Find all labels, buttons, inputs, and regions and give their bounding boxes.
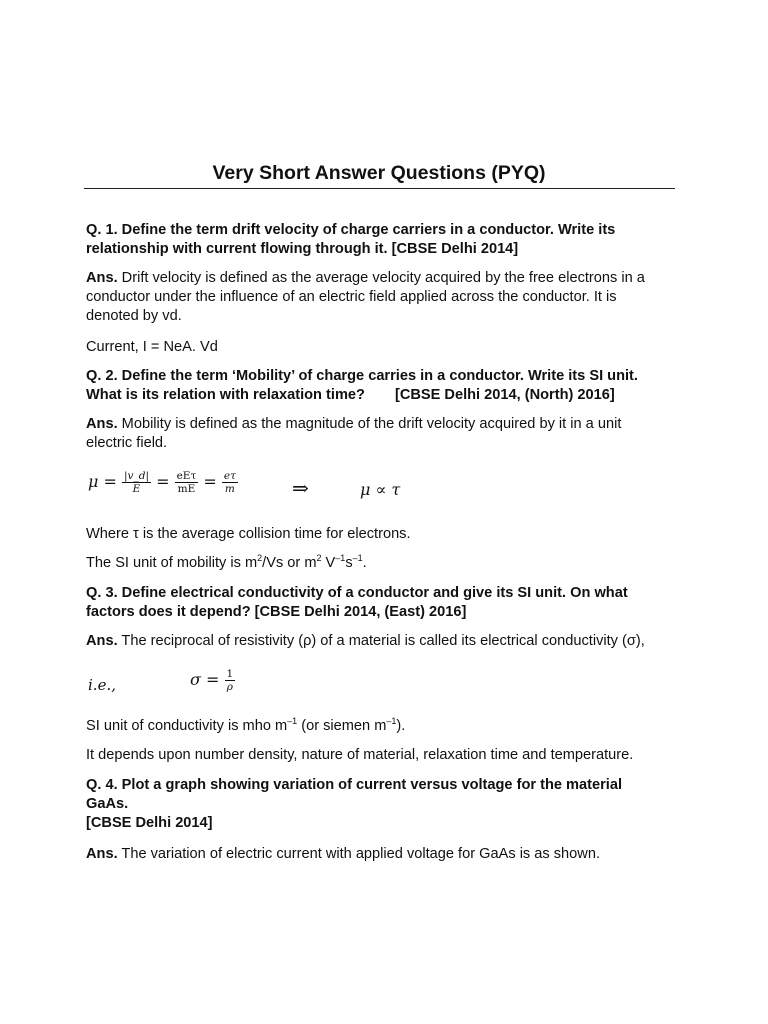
si-text: s (345, 555, 353, 571)
conductivity-formula (190, 668, 235, 693)
ie-label: i.e., (88, 676, 116, 694)
fraction-denominator: mE (177, 483, 196, 495)
conductivity-dependence: It depends upon number density, nature of material, relaxation time and temperature. (86, 747, 634, 763)
mobility-si-unit (86, 554, 686, 573)
fraction-numerator: eEτ (176, 470, 197, 482)
fraction-numerator: 1 (226, 668, 234, 680)
question-3-line-2: factors does it depend? [CBSE Delhi 2014, (East) 2016] (86, 604, 467, 620)
question-2-line-1: Q. 2. Define the term ‘Mobility’ of charge carries in a conductor. Write its SI unit. (86, 368, 638, 384)
question-2-source: [CBSE Delhi 2014, (North) 2016] (394, 387, 615, 403)
superscript: –1 (287, 716, 298, 727)
si-text: /Vs or m (262, 555, 317, 571)
answer-4-line-1: The variation of electric current with applied voltage for GaAs is as shown. (117, 846, 600, 862)
answer-2-line-1: Mobility is defined as the magnitude of the drift velocity acquired by it in a unit (117, 416, 622, 432)
answer-1-label: Ans. (86, 270, 118, 286)
si-text: . (362, 555, 367, 571)
fraction-one-over-rho (225, 668, 236, 693)
si-text: V (321, 555, 336, 571)
implies-arrow: ⇒ (292, 476, 309, 500)
answer-3-label: Ans. (86, 633, 118, 649)
tau-definition: Where τ is the average collision time for electrons. (86, 526, 411, 542)
answer-1-line-3: denoted by vd. (86, 308, 182, 324)
title-rule (84, 188, 675, 189)
unit-text: ). (396, 718, 406, 734)
answer-2-label: Ans. (86, 416, 118, 432)
answer-1-line-1: Drift velocity is defined as the average velocity acquired by the free electrons in a (117, 270, 645, 286)
equals-sign: = (156, 472, 170, 491)
question-2 (86, 367, 686, 405)
fraction-numerator: eτ (223, 470, 236, 482)
si-text: The SI unit of mobility is m (86, 555, 258, 571)
unit-text: (or siemen m (297, 718, 387, 734)
answer-2 (86, 415, 686, 453)
current-formula: Current, I = NeA. Vd (86, 339, 218, 355)
fraction-eetau-over-me (175, 470, 199, 495)
fraction-denominator: m (224, 483, 235, 495)
mu-symbol: μ (88, 472, 99, 491)
equals-sign: = (203, 472, 217, 491)
answer-3 (86, 632, 706, 651)
answer-1 (86, 269, 686, 326)
fraction-denominator: ρ (226, 681, 233, 693)
equals-sign: = (103, 472, 117, 491)
sigma-equals: σ = (190, 670, 220, 689)
answer-3-line-1: The reciprocal of resistivity (ρ) of a material is called its electrical conductivity (σ), (117, 633, 645, 649)
fraction-etau-over-m (222, 470, 238, 495)
proportional-relation: μ ∝ τ (360, 480, 401, 499)
superscript: 2 (316, 553, 322, 564)
superscript: –1 (352, 553, 363, 564)
question-4-line-3: [CBSE Delhi 2014] (86, 815, 213, 831)
question-2-line-2: What is its relation with relaxation time? (86, 387, 365, 403)
question-3-line-1: Q. 3. Define electrical conductivity of a conductor and give its SI unit. On what (86, 585, 628, 601)
answer-4-label: Ans. (86, 846, 118, 862)
unit-text: SI unit of conductivity is mho m (86, 718, 288, 734)
conductivity-si-unit (86, 717, 686, 736)
question-1-line-2: relationship with current flowing through it. [CBSE Delhi 2014] (86, 241, 519, 257)
fraction-vd-over-e (122, 470, 151, 495)
superscript: –1 (335, 553, 346, 564)
fraction-denominator: E (132, 483, 141, 495)
answer-4 (86, 845, 686, 864)
answer-2-line-2: electric field. (86, 435, 168, 451)
answer-1-line-2: conductor under the influence of an electric field applied across the conductor. It is (86, 289, 617, 305)
question-3 (86, 584, 686, 622)
page-title: Very Short Answer Questions (PYQ) (212, 162, 546, 184)
superscript: 2 (257, 553, 263, 564)
question-4 (86, 776, 686, 833)
question-1 (86, 221, 686, 259)
fraction-numerator: |v_d| (124, 470, 149, 482)
question-4-line-1: Q. 4. Plot a graph showing variation of current versus voltage for the material (86, 777, 623, 793)
superscript: –1 (386, 716, 397, 727)
question-1-line-1: Q. 1. Define the term drift velocity of charge carriers in a conductor. Write its (86, 222, 616, 238)
mobility-formula (88, 470, 238, 495)
question-4-line-2: GaAs. (86, 796, 129, 812)
